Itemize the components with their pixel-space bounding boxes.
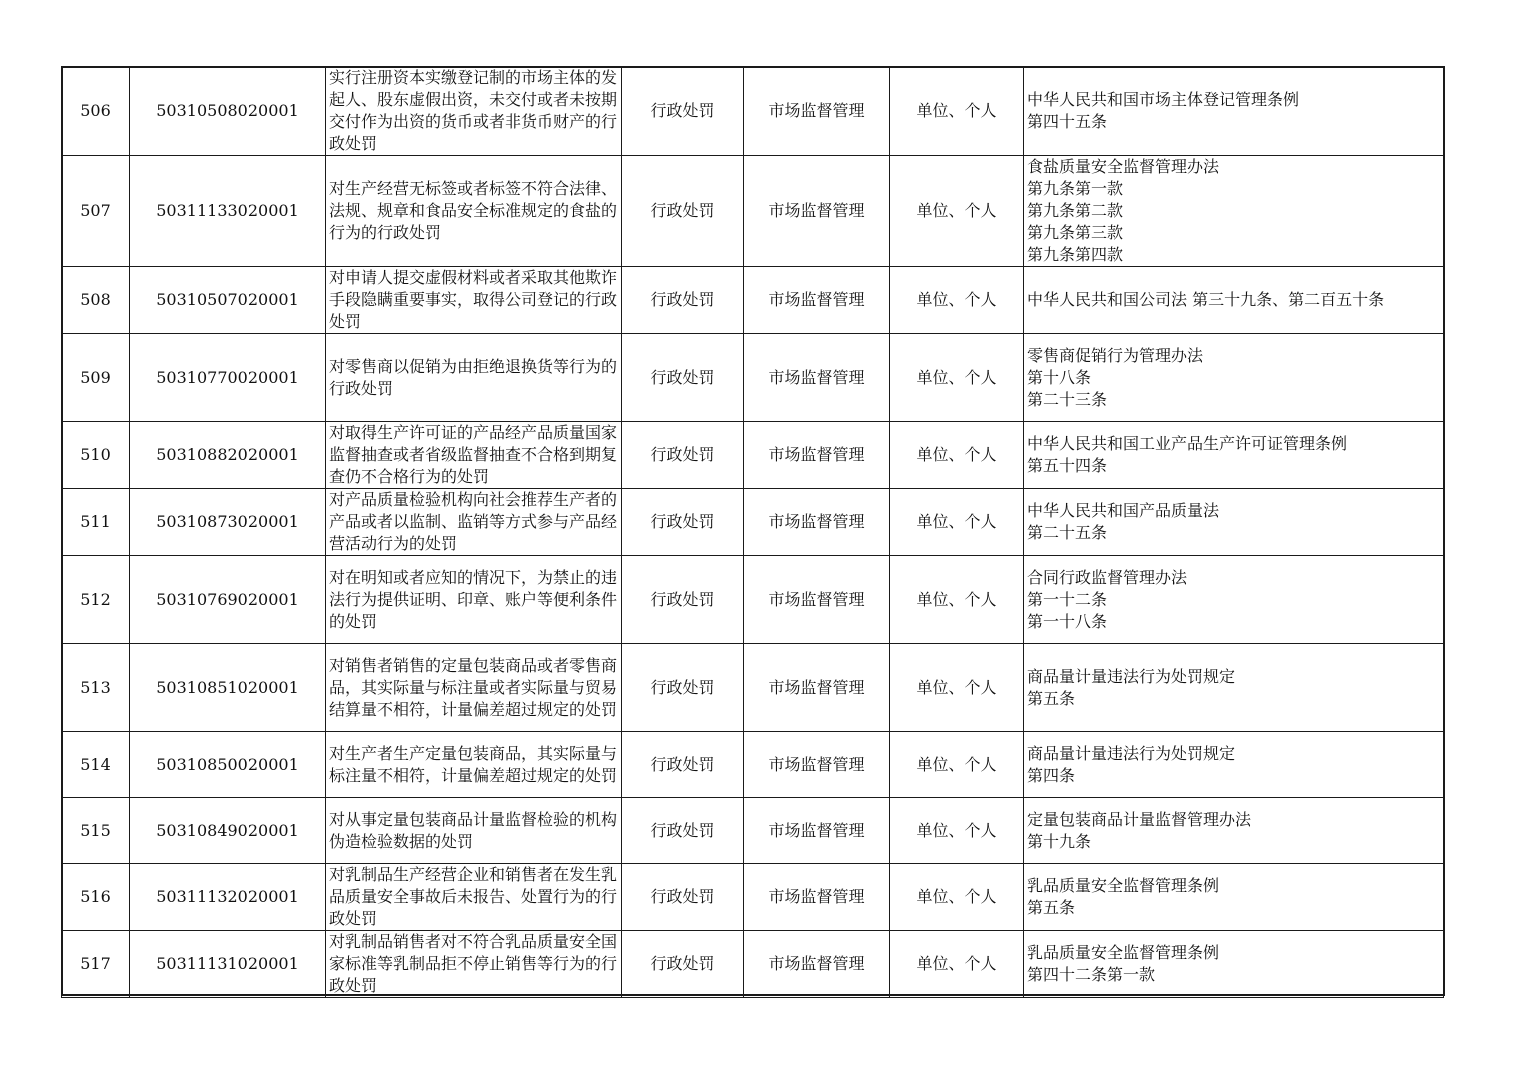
legal-basis-line: 第五条 <box>1027 688 1076 708</box>
legal-basis-line: 乳品质量安全监督管理条例 <box>1027 876 1220 895</box>
legal-basis-cell <box>1024 931 1444 998</box>
row-number-cell: 509 <box>62 334 130 422</box>
row-number-cell: 510 <box>62 422 130 489</box>
legal-basis-cell <box>1024 489 1444 556</box>
item-name-cell: 对乳制品销售者对不符合乳品质量安全国家标准等乳制品拒不停止销售等行为的行政处罚 <box>326 931 622 998</box>
item-name-cell: 对从事定量包装商品计量监督检验的机构伪造检验数据的处罚 <box>326 798 622 864</box>
category-cell: 行政处罚 <box>622 732 744 798</box>
table-row <box>62 798 1444 864</box>
category-cell: 行政处罚 <box>622 334 744 422</box>
item-name-cell: 对取得生产许可证的产品经产品质量国家监督抽查或者省级监督抽查不合格到期复查仍不合格行为的处罚 <box>326 422 622 489</box>
legal-basis-line: 第二十三条 <box>1027 389 1108 409</box>
row-number-cell: 506 <box>62 67 130 156</box>
table-row <box>62 732 1444 798</box>
category-cell: 行政处罚 <box>622 864 744 931</box>
table-row <box>62 267 1444 334</box>
table-row <box>62 156 1444 267</box>
row-number-cell: 512 <box>62 556 130 644</box>
item-code-cell: 50310873020001 <box>130 489 326 556</box>
row-number-cell: 507 <box>62 156 130 267</box>
legal-basis-cell <box>1024 67 1444 156</box>
target-cell: 单位、个人 <box>890 931 1024 998</box>
legal-basis-line: 零售商促销行为管理办法 <box>1027 345 1204 365</box>
legal-basis-line: 食盐质量安全监督管理办法 <box>1027 157 1220 176</box>
row-number-cell: 515 <box>62 798 130 864</box>
table-row <box>62 556 1444 644</box>
item-code-cell: 50310850020001 <box>130 732 326 798</box>
department-cell: 市场监督管理 <box>744 67 890 156</box>
legal-basis-line: 第四十五条 <box>1027 112 1108 131</box>
legal-basis-line: 中华人民共和国产品质量法 <box>1027 501 1220 520</box>
target-cell: 单位、个人 <box>890 156 1024 267</box>
table-body <box>62 67 1444 998</box>
legal-basis-line: 第一十二条 <box>1027 589 1108 609</box>
target-cell: 单位、个人 <box>890 732 1024 798</box>
legal-basis-line: 定量包装商品计量监督管理办法 <box>1027 809 1252 829</box>
legal-basis-line: 中华人民共和国公司法 第三十九条、第二百五十条 <box>1027 290 1385 309</box>
category-cell: 行政处罚 <box>622 67 744 156</box>
row-number-cell: 513 <box>62 644 130 732</box>
legal-basis-cell <box>1024 556 1444 644</box>
target-cell: 单位、个人 <box>890 798 1024 864</box>
legal-basis-cell <box>1024 334 1444 422</box>
legal-basis-line: 乳品质量安全监督管理条例 <box>1027 943 1220 962</box>
legal-basis-cell <box>1024 732 1444 798</box>
table-row <box>62 67 1444 156</box>
department-cell: 市场监督管理 <box>744 556 890 644</box>
legal-basis-cell <box>1024 156 1444 267</box>
department-cell: 市场监督管理 <box>744 489 890 556</box>
row-number-cell: 517 <box>62 931 130 998</box>
item-name-cell: 对零售商以促销为由拒绝退换货等行为的行政处罚 <box>326 334 622 422</box>
legal-basis-line: 第五条 <box>1027 898 1076 917</box>
legal-basis-line: 商品量计量违法行为处罚规定 <box>1027 666 1236 686</box>
item-code-cell: 50311131020001 <box>130 931 326 998</box>
item-name-cell: 对生产经营无标签或者标签不符合法律、法规、规章和食品安全标准规定的食盐的行为的行政处罚 <box>326 156 622 267</box>
table-row <box>62 864 1444 931</box>
category-cell: 行政处罚 <box>622 644 744 732</box>
department-cell: 市场监督管理 <box>744 732 890 798</box>
department-cell: 市场监督管理 <box>744 422 890 489</box>
category-cell: 行政处罚 <box>622 422 744 489</box>
legal-basis-line: 第五十四条 <box>1027 456 1108 475</box>
item-name-cell: 实行注册资本实缴登记制的市场主体的发起人、股东虚假出资，未交付或者未按期交付作为出资的货币或者非货币财产的行政处罚 <box>326 67 622 156</box>
legal-basis-line: 合同行政监督管理办法 <box>1027 567 1188 587</box>
category-cell: 行政处罚 <box>622 267 744 334</box>
category-cell: 行政处罚 <box>622 931 744 998</box>
table-row <box>62 422 1444 489</box>
target-cell: 单位、个人 <box>890 644 1024 732</box>
table-row <box>62 931 1444 998</box>
table-row <box>62 489 1444 556</box>
item-code-cell: 50310508020001 <box>130 67 326 156</box>
legal-basis-line: 第十八条 <box>1027 367 1092 387</box>
row-number-cell: 514 <box>62 732 130 798</box>
item-name-cell: 对产品质量检验机构向社会推荐生产者的产品或者以监制、监销等方式参与产品经营活动行为的处罚 <box>326 489 622 556</box>
legal-basis-line: 第九条第四款 <box>1027 245 1124 264</box>
item-code-cell: 50310851020001 <box>130 644 326 732</box>
item-code-cell: 50311133020001 <box>130 156 326 267</box>
legal-basis-line: 中华人民共和国工业产品生产许可证管理条例 <box>1027 434 1348 453</box>
legal-basis-cell <box>1024 864 1444 931</box>
legal-basis-line: 第二十五条 <box>1027 523 1108 542</box>
legal-basis-line: 第九条第三款 <box>1027 223 1124 242</box>
department-cell: 市场监督管理 <box>744 267 890 334</box>
target-cell: 单位、个人 <box>890 267 1024 334</box>
row-number-cell: 511 <box>62 489 130 556</box>
item-name-cell: 对生产者生产定量包装商品，其实际量与标注量不相符，计量偏差超过规定的处罚 <box>326 732 622 798</box>
department-cell: 市场监督管理 <box>744 931 890 998</box>
target-cell: 单位、个人 <box>890 556 1024 644</box>
item-code-cell: 50310769020001 <box>130 556 326 644</box>
item-code-cell: 50310882020001 <box>130 422 326 489</box>
legal-basis-cell <box>1024 644 1444 732</box>
target-cell: 单位、个人 <box>890 864 1024 931</box>
item-name-cell: 对申请人提交虚假材料或者采取其他欺诈手段隐瞒重要事实，取得公司登记的行政处罚 <box>326 267 622 334</box>
legal-basis-line: 商品量计量违法行为处罚规定 <box>1027 743 1236 763</box>
row-number-cell: 508 <box>62 267 130 334</box>
department-cell: 市场监督管理 <box>744 644 890 732</box>
legal-basis-line: 第四十二条第一款 <box>1027 965 1156 984</box>
category-cell: 行政处罚 <box>622 156 744 267</box>
department-cell: 市场监督管理 <box>744 864 890 931</box>
item-code-cell: 50310849020001 <box>130 798 326 864</box>
table-row <box>62 644 1444 732</box>
item-code-cell: 50311132020001 <box>130 864 326 931</box>
row-number-cell: 516 <box>62 864 130 931</box>
legal-basis-cell <box>1024 267 1444 334</box>
table-row <box>62 334 1444 422</box>
legal-basis-line: 第十九条 <box>1027 831 1092 851</box>
item-name-cell: 对在明知或者应知的情况下，为禁止的违法行为提供证明、印章、账户等便利条件的处罚 <box>326 556 622 644</box>
legal-basis-line: 第一十八条 <box>1027 611 1108 631</box>
item-name-cell: 对乳制品生产经营企业和销售者在发生乳品质量安全事故后未报告、处置行为的行政处罚 <box>326 864 622 931</box>
item-code-cell: 50310507020001 <box>130 267 326 334</box>
target-cell: 单位、个人 <box>890 67 1024 156</box>
legal-basis-cell <box>1024 798 1444 864</box>
item-code-cell: 50310770020001 <box>130 334 326 422</box>
legal-basis-line: 第四条 <box>1027 765 1076 785</box>
legal-basis-line: 中华人民共和国市场主体登记管理条例 <box>1027 90 1300 109</box>
legal-basis-cell <box>1024 422 1444 489</box>
category-cell: 行政处罚 <box>622 798 744 864</box>
target-cell: 单位、个人 <box>890 489 1024 556</box>
legal-basis-line: 第九条第二款 <box>1027 201 1124 220</box>
target-cell: 单位、个人 <box>890 422 1024 489</box>
department-cell: 市场监督管理 <box>744 798 890 864</box>
category-cell: 行政处罚 <box>622 489 744 556</box>
penalty-items-table <box>61 66 1444 998</box>
department-cell: 市场监督管理 <box>744 156 890 267</box>
item-name-cell: 对销售者销售的定量包装商品或者零售商品，其实际量与标注量或者实际量与贸易结算量不相符，计量偏差超过规定的处罚 <box>326 644 622 732</box>
legal-basis-line: 第九条第一款 <box>1027 179 1124 198</box>
target-cell: 单位、个人 <box>890 334 1024 422</box>
department-cell: 市场监督管理 <box>744 334 890 422</box>
category-cell: 行政处罚 <box>622 556 744 644</box>
